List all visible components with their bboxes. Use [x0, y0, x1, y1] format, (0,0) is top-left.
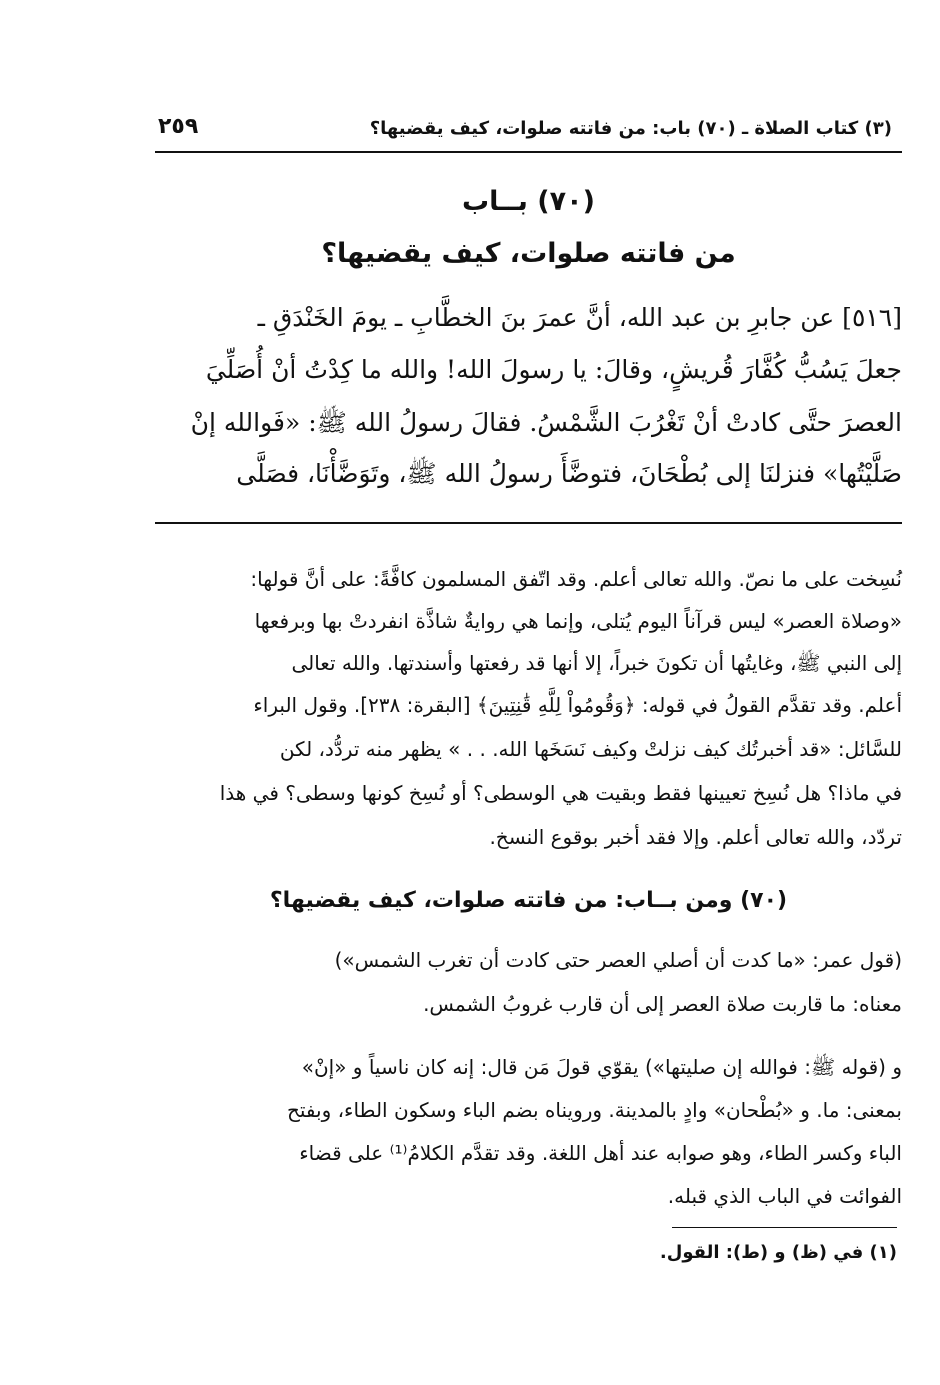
chapter-heading: (٧٠) بــاب	[462, 186, 595, 217]
note-line: و (قوله ﷺ: فوالله إن صليتها») يقوّي قولَ مَن قال: إنه كان ناسياً و «إنْ»	[301, 1055, 902, 1079]
note-line: الفوائت في الباب الذي قبله.	[667, 1184, 902, 1208]
footnote-divider	[672, 1227, 897, 1228]
note-line: (قول عمر: «ما كدت أن أصلي العصر حتى كادت أن تغرب الشمس»)	[334, 948, 902, 972]
hadith-line: العصرَ حتَّى كادتْ أنْ تَغْرُبَ الشَّمْسُ. فقالَ رسولُ الله ﷺ: «فَوالله إنْ	[190, 408, 902, 437]
header-divider	[155, 151, 902, 153]
section-heading: (٧٠) ومن بــاب: من فاتته صلوات، كيف يقضيها؟	[269, 888, 788, 913]
note-line: بمعنى: ما. و «بُطْحان» وادٍ بالمدينة. ورويناه بضم الباء وسكون الطاء، وبفتح	[286, 1098, 902, 1122]
commentary-line: أعلم. وقد تقدَّم القولُ في قوله: ﴿وَقُومُواْ لِلَّهِ قَٰنِتِينَ﴾ [البقرة: ٢٣٨]. وقول البراء	[253, 693, 902, 717]
hadith-line: [٥١٦] عن جابرِ بن عبد الله، أنَّ عمرَ بنَ الخطَّابِ ـ يومَ الخَنْدَقِ ـ	[257, 303, 902, 332]
commentary-line: تردّد، والله تعالى أعلم. وإلا فقد أخبر بوقوع النسخ.	[489, 825, 902, 849]
commentary-line: إلى النبي ﷺ، وغايتُها أن تكونَ خبراً، إلا أنها قد رفعتها وأسندتها. والله تعالى	[291, 651, 902, 675]
commentary-line: في ماذا؟ هل نُسِخ تعيينها فقط وبقيت هي الوسطى؟ أو نُسِخ كونها وسطى؟ في هذا	[219, 781, 902, 805]
commentary-line: للسَّائل: «قد أخبرتُك كيف نزلتْ وكيف نَسَخَها الله. . . » يظهر منه تردُّد، لكن	[279, 737, 902, 761]
hadith-line: جعلَ يَسُبُّ كُفَّارَ قُريشٍ، وقالَ: يا رسولَ الله! والله ما كِدْتُ أنْ أُصَلِّيَ	[205, 355, 902, 384]
chapter-title: من فاتته صلوات، كيف يقضيها؟	[321, 238, 736, 269]
note-line: الباء وكسر الطاء، وهو صوابه عند أهل اللغة. وقد تقدَّم الكلامُ⁽¹⁾ على قضاء	[299, 1141, 902, 1165]
body-divider	[155, 522, 902, 524]
footnote: (١) في (ظ) و (ط): القول.	[659, 1242, 897, 1263]
page-number: ٢٥٩	[158, 114, 199, 139]
note-line: معناه: ما قاربت صلاة العصر إلى أن قارب غروبُ الشمس.	[423, 992, 902, 1016]
commentary-line: نُسِخت على ما نصّ. والله تعالى أعلم. وقد اتّفق المسلمون كافَّةً: على أنَّ قولها:	[250, 567, 902, 591]
hadith-line: صَلَّيْتُها» فنزلنَا إلى بُطْحَانَ، فتوضَّأَ رسولُ الله ﷺ، وتَوَضَّأْنَا، فصَلَّى	[236, 459, 902, 488]
running-head: (٣) كتاب الصلاة ـ (٧٠) باب: من فاتته صلوات، كيف يقضيها؟	[369, 118, 892, 139]
commentary-line: «وصلاة العصر» ليس قرآناً اليوم يُتلى، وإنما هي روايةٌ شاذَّة انفردتْ بها وبرفعها	[254, 609, 902, 633]
